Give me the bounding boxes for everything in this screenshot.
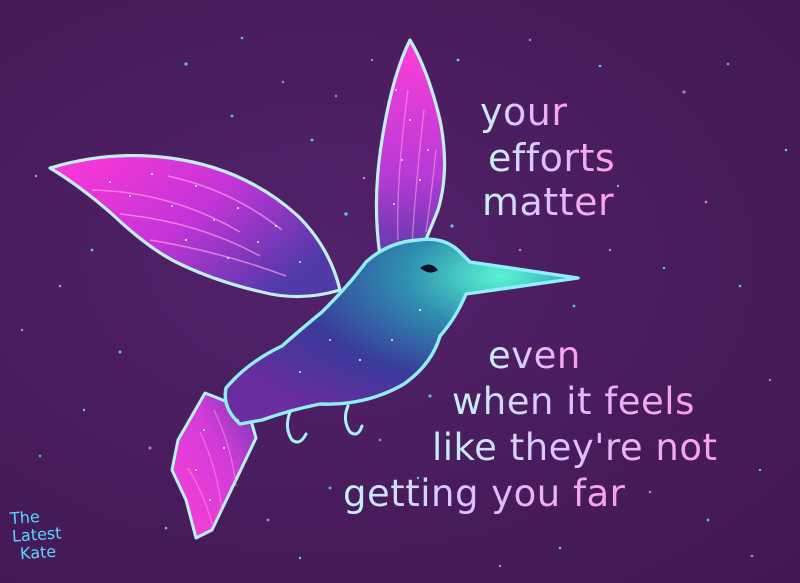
headline-line-1: your [480, 90, 568, 134]
continuation-line-2: when it feels [452, 380, 695, 423]
feet [287, 406, 362, 442]
signature-line-3: Kate [19, 541, 57, 564]
headline-line-2: efforts [488, 136, 616, 180]
signature-line-1: The [9, 506, 41, 529]
headline-line-3: matter [482, 180, 615, 224]
left-wing [50, 156, 340, 297]
right-wing [376, 40, 444, 262]
signature-line-2: Latest [11, 523, 63, 546]
continuation-line-4: getting you far [343, 472, 626, 515]
continuation-line-1: even [488, 334, 581, 377]
continuation-line-3: like they're not [432, 426, 718, 469]
